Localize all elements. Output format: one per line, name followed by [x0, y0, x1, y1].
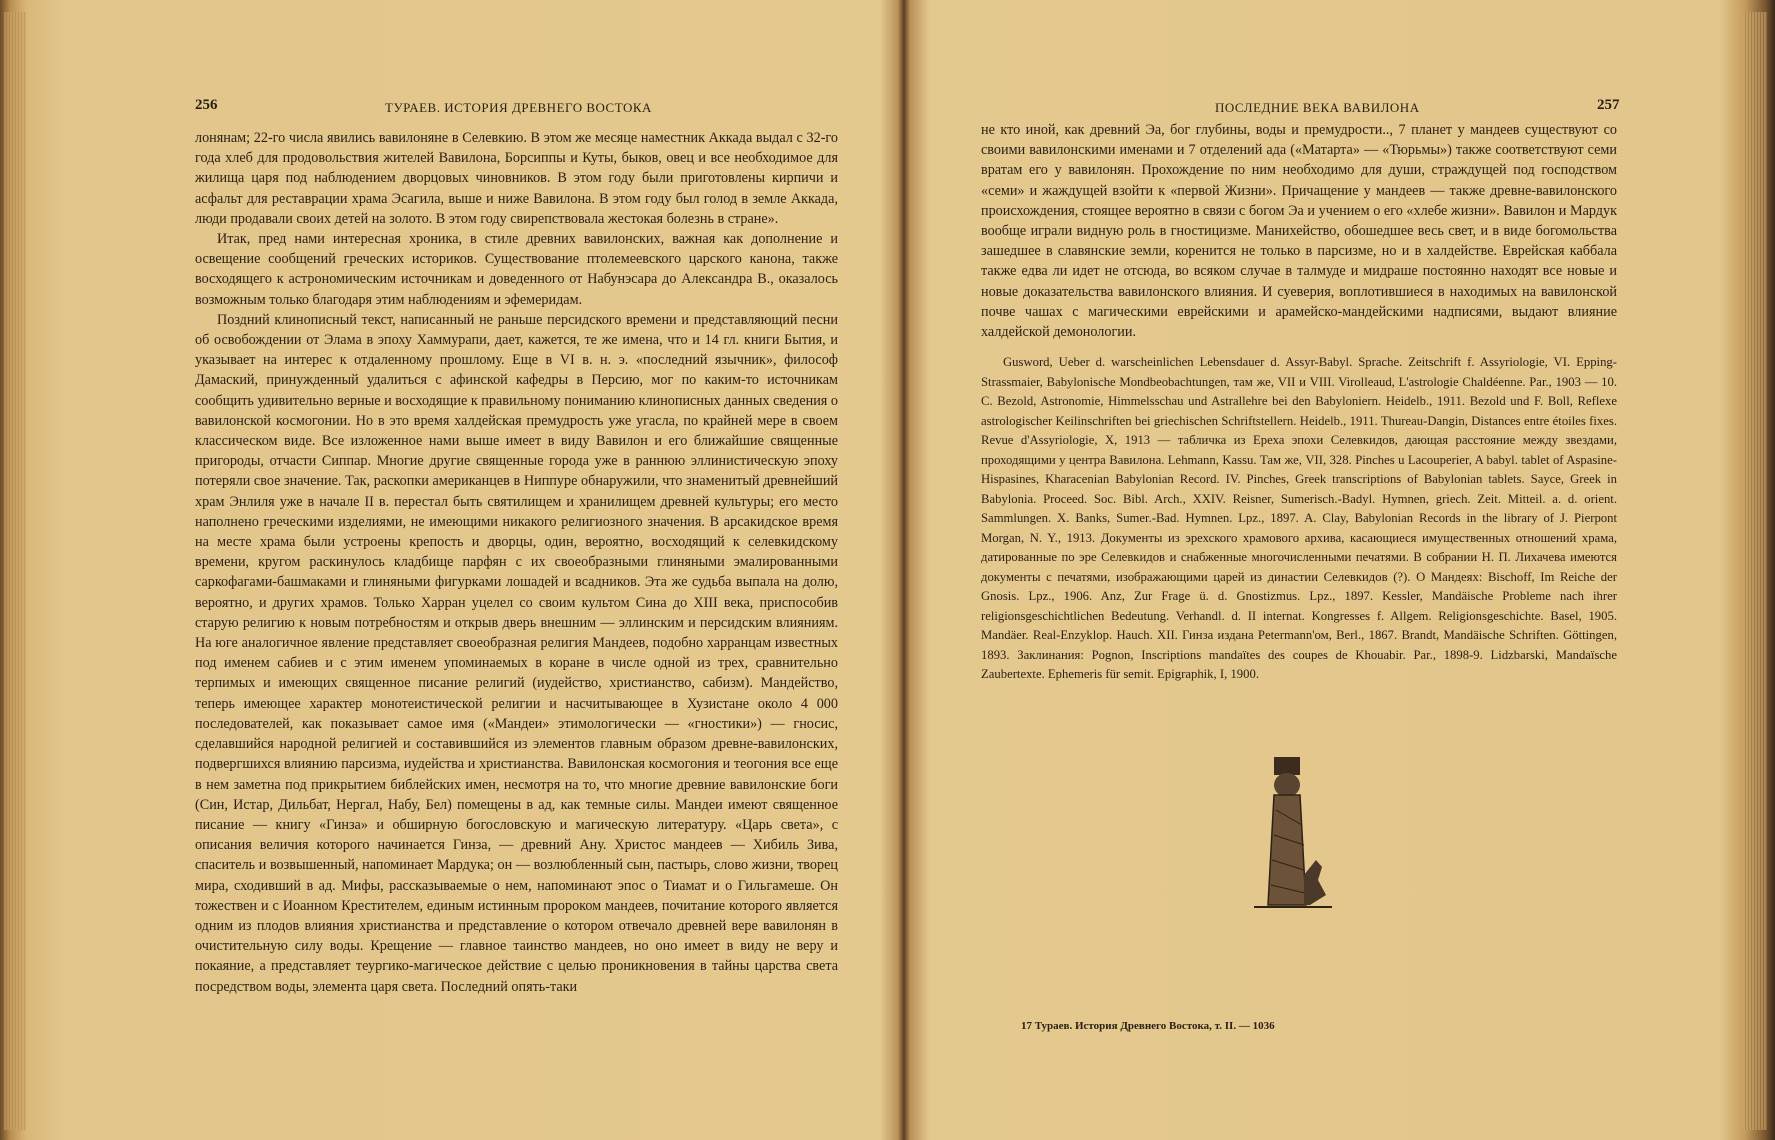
right-page: [905, 0, 1775, 1140]
signature-line: 17 Тураев. История Древнего Востока, т. II. — 1036: [1021, 1020, 1275, 1032]
left-paragraph-3: Поздний клинописный текст, написанный не раньше персидского времени и представляющий песни об освобождении от Элама в эпоху Хаммурапи, дает, кажется, те же имена, что и 14 гл. книги Бытия, и указывает на интерес к отдаленному прошлому. Еще в VI в. н. э. «последний язычник», философ Дамаский, принужденный удалиться с афинской кафедры в Персию, мог по каким-то источникам сообщить удивительно верные и восходящие к правильному пониманию клинописных данных сведения о вавилонской космогонии. Но в это время халдейская премудрость уже угасла, по крайней мере в своем классическом виде. Все изложенное нами выше имеет в виду Вавилон и его ближайшие священные пригороды, отчасти Сиппар. Многие другие священные города уже в раннюю эллинистическую эпоху потеряли свое значение. Так, раскопки американцев в Ниппуре обнаружили, что знаменитый древнейший храм Энлиля уже в начале II в. перестал быть святилищем и хранилищем древней культуры; его место наполнено греческими изделиями, не имеющими никакого религиозного значения. В арсакидское время на месте храма были устроены крепость и дворцы, один, вероятно, восходящий к селевкидскому времени, кругом раскинулось кладбище парфян с их своеобразными глиняными эмалированными саркофагами-башмаками и глиняными фигурками лошадей и всадников. Эта же судьба выпала на долю, вероятно, и других храмов. Только Харран уцелел со своим культом Сина до XIII века, приспособив старую религию к новым потребностям и открыв дверь внешним — эллинским и персидским влияниям. На юге аналогичное явление представляет своеобразная религия Мандеев, подобно харранцам известных под именем сабиев и с этим именем упоминаемых в коране в числе одной из трех, сравнительно терпимых и имеющих священное писание религий (иудейство, христианство, сабизм). Мандейство, теперь имеющее характер монотеистической религии и насчитывающее в Хузистане около 4 000 последователей, как показывает самое имя («Мандеи» этимологически — «гностики») — гносис, сделавшийся народной религией и составившийся из элементов главным образом древне-вавилонских, подвергшихся влиянию парсизма, иудейства и христианства. Вавилонская космогония и теогония все еще в нем заметна под прикрытием библейских имен, несмотря на то, что многие древние вавилонские боги (Син, Истар, Дильбат, Нергал, Набу, Бел) помещены в ад, как темные силы. Мандеи имеют священное писание — книгу «Гинза» и обширную богословскую и магическую литературу. «Царь света», с описания величия которого начинается Гинза, — древний Ану. Христос мандеев — Хибиль Зива, спаситель и возвышенный, напоминает Мардука; он — возлюбленный сын, пастырь, слово жизни, творец мира, сходивший в ад. Мифы, рассказываемые о нем, напоминают эпос о Тиамат и о Гильгамеше. Он тожествен и с Иоанном Крестителем, единым истинным пророком мандеев, почитание которого является одним из плодов влияния христианства и представление о котором отвечало древней вере вавилонян в очистительную силу воды. Крещение — главное таинство мандеев, но оно имеет в виду не веру и покаяние, а представляет теургико-магическое действие с целью проникновения в тайны царства света посредством воды, элемента царя света. Последний опять-таки: [195, 311, 838, 995]
left-paragraph-1: лонянам; 22-го числа явились вавилоняне в Селевкию. В этом же месяце наместник Аккада выдал с 32-го года хлеб для продовольствия жителей Вавилона, Борсиппы и Куты, быков, овец и все необходимое для жилища царя под наблюдением дворцовых чиновников. В этом году были приготовлены кирпичи и асфальт для реставрации храма Эсагила, выше и ниже Вавилона. В этом году был голод в земле Аккада, люди продавали своих детей на золото. В этом году свирепствовала жестокая болезнь в стране».: [195, 130, 838, 227]
left-running-head: ТУРАЕВ. ИСТОРИЯ ДРЕВНЕГО ВОСТОКА: [385, 100, 652, 115]
figure-animal: [1304, 860, 1326, 905]
left-text-block: [195, 128, 838, 997]
left-page-number: 256: [195, 97, 218, 113]
right-paragraph: не кто иной, как древний Эа, бог глубины, воды и премудрости.., 7 планет у мандеев существуют со своими вавилонскими именами и 7 отделений ада («Матарта» — «Тюрьмы») также соответствуют семи вратам его у вавилонян. Прохождение по ним необходимо для души, страждущей под господством «семи» и жаждущей взойти к «первой Жизни». Причащение у мандеев — также древне-вавилонского происхождения, стоящее вероятно в связи с богом Эа и учением о его «хлебе жизни». Вавилон и Мардук вообще играли видную роль в гностицизме. Манихейство, обошедшее весь свет, и в виде богомольства зашедшее в славянские земли, коренится не только в парсизме, но и в халдействе. Еврейская каббала также едва ли идет не отсюда, во всяком случае в талмуде и мидраше постоянно находят все новые и новые доказательства вавилонского влияния. И суеверия, воплотившиеся в находимых на вавилонской почве чашах с магическими еврейскими и арамейско-мандейскими надписями, выдают влияние халдейской демонологии.: [981, 122, 1617, 341]
figure-head: [1274, 773, 1300, 797]
bibliography-text: Guswоrd, Ueber d. warscheinlichen Lebensdauer d. Assyr-Babyl. Sprache. Zeitschrift f. Assyriologie, VI. Epping-Strassmaier, Babylonische Mondbeobachtungen, там же, VII и VIII. Virolleaud, L'astrologie Chaldéenne. Par., 1903 — 10. C. Bezold, Astronomie, Himmelsschau und Astrallehre bei den Babyloniern. Heidelb., 1911. Bezold und F. Boll, Reflexe astrologischer Keilinschriften bei griechischen Schriftstellern. Heidelb., 1911. Thureau-Dangin, Distances entre étoiles fixes. Revue d'Assyriologie, X, 1913 — табличка из Ереха эпохи Селевкидов, дающая расстояние между звездами, проходящими у центра Вавилона. Lehmann, Kassu. Там же, VII, 328. Pinches u Lacouperier, A babyl. tablet of Aspasine-Hispasines, Kharacenian Babylonian Record. IV. Pinches, Greek transcriptions of Babylonian tablets. Sayce, Greek in Babylonia. Proceed. Soc. Bibl. Arch., XXIV. Reisner, Sumerisch.-Badyl. Hymnen, griech. Zeit. Mitteil. a. d. orient. Sammlungen. X. Banks, Sumer.-Bad. Hymnen. Lpz., 1897. A. Clay, Babylonian Records in the library of J. Pierpont Morgan, N. Y., 1913. Документы из эрехского храмового архива, касающиеся имущественных отношений храма, датированные по эре Селевкидов и снабженные многочисленными печатями. В собрании Н. П. Лихачева имеются документы с печатями, изображающими царей из династии Селевкидов (?). О Мандеях: Bischoff, Im Reiche der Gnosis. Lpz., 1906. Anz, Zur Frage ü. d. Gnostizmus. Lpz., 1897. Kessler, Mandäische Probleme nach ihrer religionsgeschichtlichen Bedeutung. Verhandl. d. II internat. Kongresses f. Allgem. Religionsgeschichte. Basel, 1905. Mandäer. Real-Enzyklop. Hauch. XII. Гинза издана Petermann'ом, Berl., 1867. Brandt, Mandäische Schriften. Göttingen, 1893. Заклинания: Pognon, Inscriptions mandaïtes des coupes de Khouabir. Par., 1898-9. Lidzbarski, Mandaïsche Zaubertexte. Ephemeris für semit. Epigraphik, I, 1900.: [981, 355, 1617, 681]
right-text-block: [981, 120, 1617, 342]
bibliography: [981, 353, 1617, 685]
mandaean-figure-illustration: [1244, 755, 1334, 915]
left-paragraph-2: Итак, пред нами интересная хроника, в стиле древних вавилонских, важная как дополнение и освещение сообщений греческих историков. Существование птолемеевского царского канона, также восходящего к астрономическим источникам и доведенного от Набунэсара до Александра В., оказалось возможным только благодаря этим наблюдениям и эфемеридам.: [195, 231, 838, 308]
right-page-number: 257: [1597, 97, 1620, 113]
figure-headdress: [1274, 757, 1300, 775]
right-running-head: ПОСЛЕДНИЕ ВЕКА ВАВИЛОНА: [1215, 100, 1420, 115]
